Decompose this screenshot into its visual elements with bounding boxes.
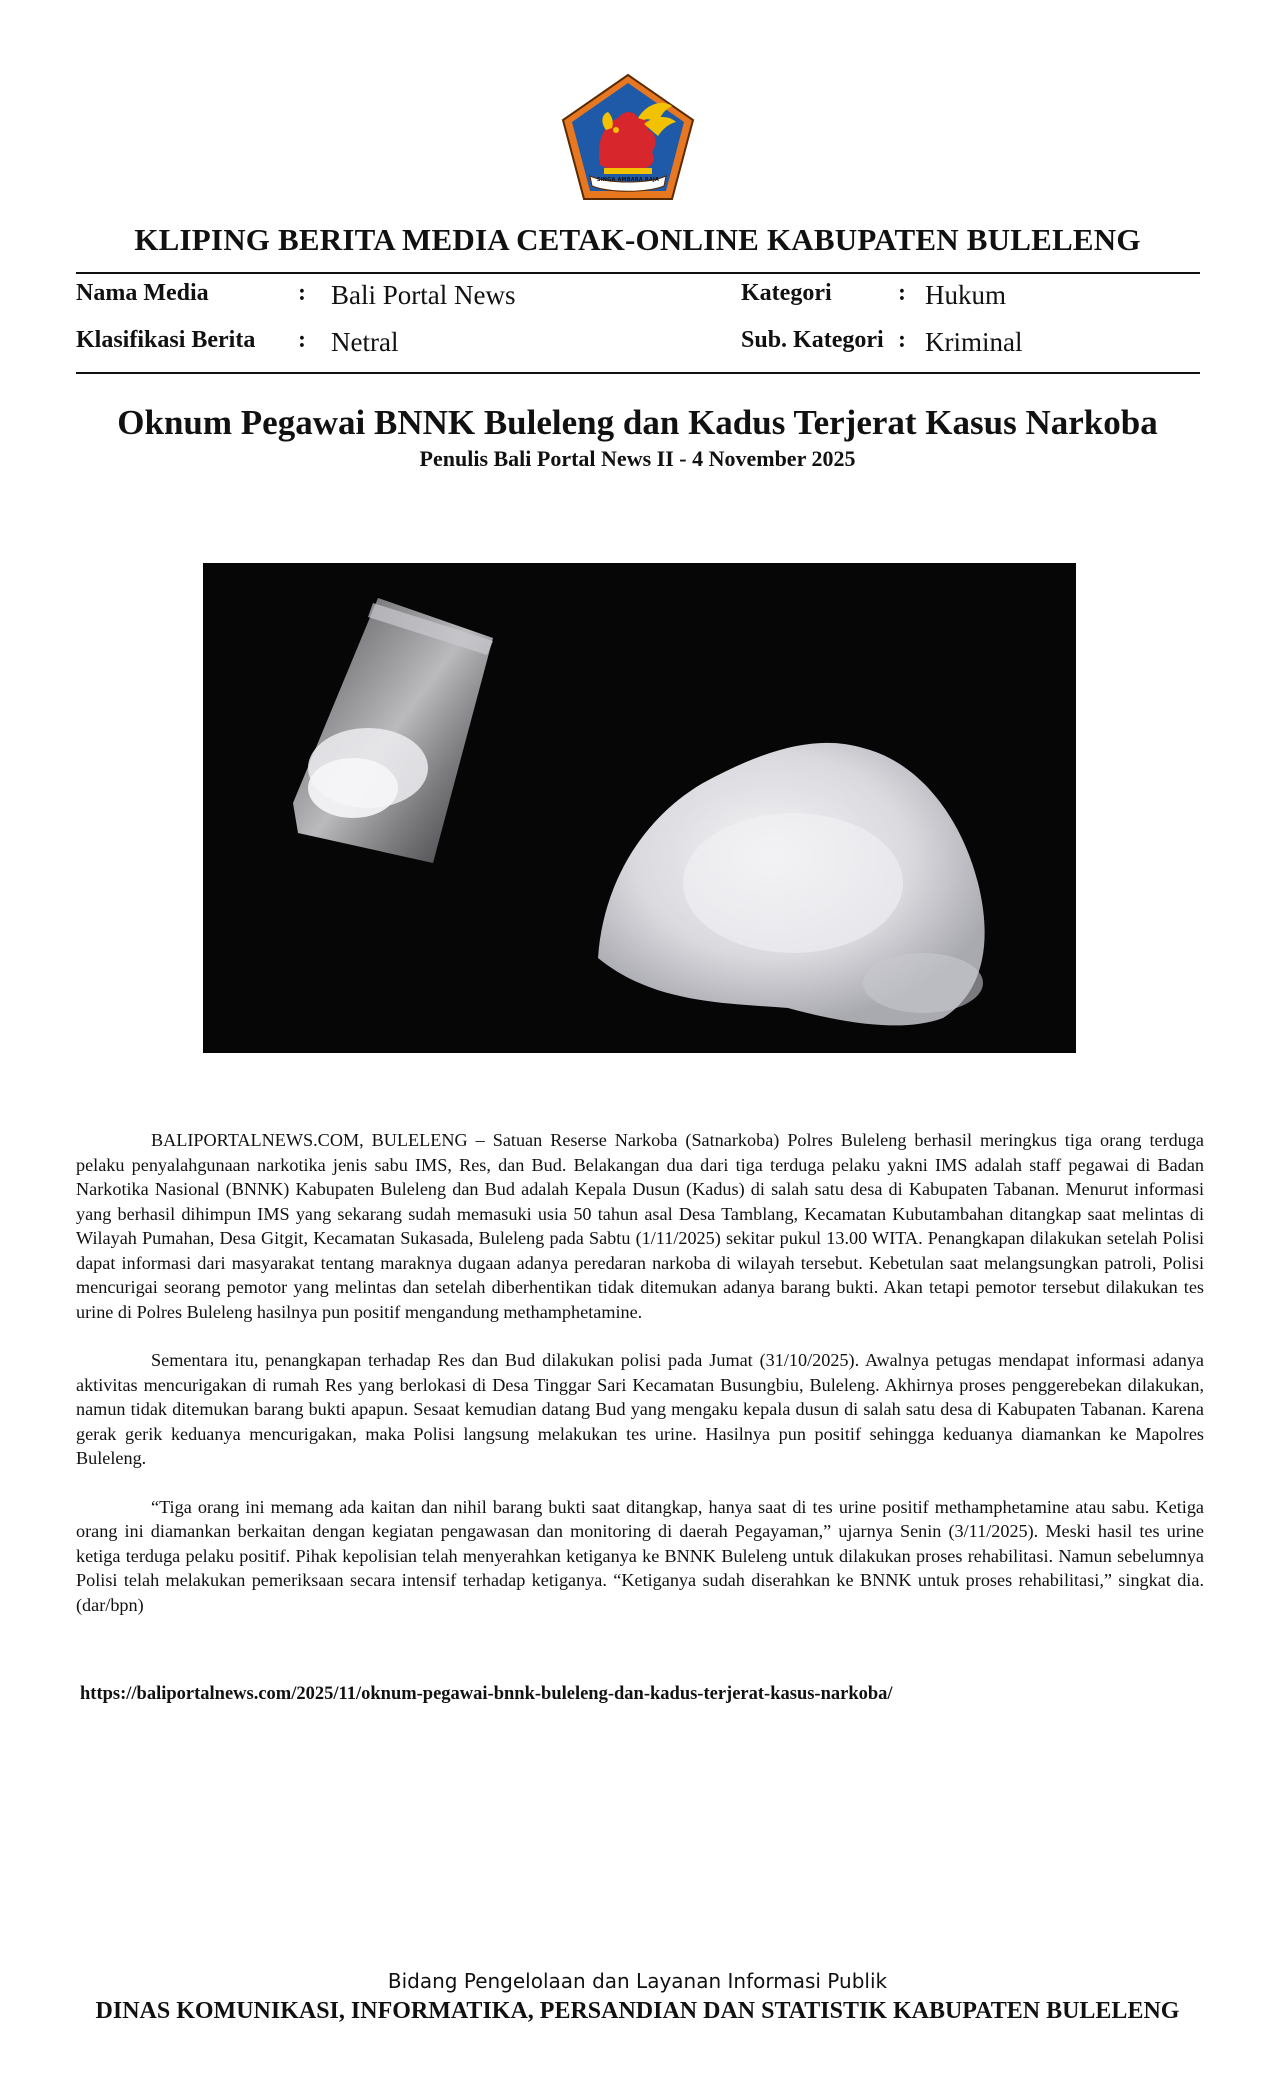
clipping-header-title: KLIPING BERITA MEDIA CETAK-ONLINE KABUPATEN BULELENG <box>134 222 1141 257</box>
footer-agency: DINAS KOMUNIKASI, INFORMATIKA, PERSANDIAN DAN STATISTIK KABUPATEN BULELENG <box>95 1998 1180 2024</box>
header-divider-bottom <box>76 372 1200 374</box>
article-paragraph: Sementara itu, penangkapan terhadap Res dan Bud dilakukan polisi pada Jumat (31/10/2025). Awalnya petugas mendapat informasi adanya aktivitas mencurigakan di rumah Res yang berlokasi di Desa Tinggar Sari Kecamatan Busungbiu, Buleleng. Akhirnya proses penggerebekan dilakukan, namun tidak ditemukan barang bukti apapun. Sesaat kemudian datang Bud yang mengaku kepala dusun di salah satu desa di Kabupaten Tabanan. Karena gerak gerik keduanya mencurigakan, maka Polisi langsung melakukan tes urine. Hasilnya pun positif sehingga keduanya diamankan ke Mapolres Buleleng. <box>76 1350 1204 1468</box>
klasifikasi-label: Klasifikasi Berita <box>76 327 256 353</box>
article-paragraph: “Tiga orang ini memang ada kaitan dan nihil barang bukti saat ditangkap, hanya saat di tes urine positif methamphetamine atau sabu. Ketiga orang ini diamankan berkaitan dengan kegiatan pengawasan dan monitoring di daerah Pegayaman,” ujarnya Senin (3/11/2025). Meski hasil tes urine ketiga terduga pelaku positif. Pihak kepolisian telah menyerahkan ketiganya ke BNNK Buleleng untuk dilakukan proses rehabilitasi. Namun sebelumnya Polisi telah melakukan pemeriksaan secara intensif terhadap ketiganya. “Ketiganya sudah diserahkan ke BNNK untuk proses rehabilitasi,” singkat dia.(dar/bpn) <box>76 1496 1204 1615</box>
footer-unit: Bidang Pengelolaan dan Layanan Informasi Publik <box>387 1969 888 1993</box>
article-byline: Penulis Bali Portal News II - 4 November 2025 <box>419 446 856 471</box>
source-link[interactable]: https://baliportalnews.com/2025/11/oknum-pegawai-bnnk-buleleng-dan-kadus-terjerat-kasus-narkoba/ <box>80 1684 893 1704</box>
article-title: Oknum Pegawai BNNK Buleleng dan Kadus Terjerat Kasus Narkoba <box>117 403 1158 442</box>
media-label: Nama Media <box>76 280 209 306</box>
media-value: Bali Portal News <box>331 280 516 310</box>
emblem-motto: SINGA AMBARA RAJA <box>596 177 660 183</box>
kategori-colon: : <box>898 280 906 306</box>
article-paragraph: BALIPORTALNEWS.COM, BULELENG – Satuan Reserse Narkoba (Satnarkoba) Polres Buleleng berhasil meringkus tiga orang terduga pelaku penyalahgunaan narkotika jenis sabu IMS, Res, dan Bud. Belakangan dua dari tiga terduga pelaku yakni IMS adalah staff pegawai di Badan Narkotika Nasional (BNNK) Kabupaten Buleleng dan Bud adalah Kepala Dusun (Kadus) di salah satu desa di Kabupaten Tabanan. Menurut informasi yang berhasil dihimpun IMS yang sekarang sudah memasuki usia 50 tahun asal Desa Tamblang, Kecamatan Kubutambahan ditangkap saat melintas di Wilayah Pumahan, Desa Gitgit, Kecamatan Sukasada, Buleleng pada Sabtu (1/11/2025) sekitar pukul 13.00 WITA. Penangkapan dilakukan setelah Polisi dapat informasi dari masyarakat tentang maraknya dugaan adanya peredaran narkoba di wilayah tersebut. Kebetulan saat melangsungkan patroli, Polisi mencurigai seorang pemotor yang melintas dan setelah diberhentikan tidak ditemukan adanya barang bukti. Akan tetapi pemotor tersebut dilakukan tes urine di Polres Buleleng hasilnya pun positif mengandung methamphetamine. <box>76 1130 1204 1322</box>
klasifikasi-value: Netral <box>331 327 399 357</box>
kategori-label: Kategori <box>741 280 832 306</box>
article-photo <box>203 563 1076 1053</box>
header-divider-top <box>76 272 1200 274</box>
subkategori-colon: : <box>898 327 906 353</box>
kategori-value: Hukum <box>925 280 1006 310</box>
subkategori-label: Sub. Kategori <box>741 327 884 353</box>
media-colon: : <box>298 280 306 306</box>
klasifikasi-colon: : <box>298 327 306 353</box>
narcotics-powder-photo <box>203 563 1076 1053</box>
buleleng-emblem-logo <box>560 72 696 202</box>
article-body <box>76 1128 1204 1641</box>
subkategori-value: Kriminal <box>925 327 1023 357</box>
